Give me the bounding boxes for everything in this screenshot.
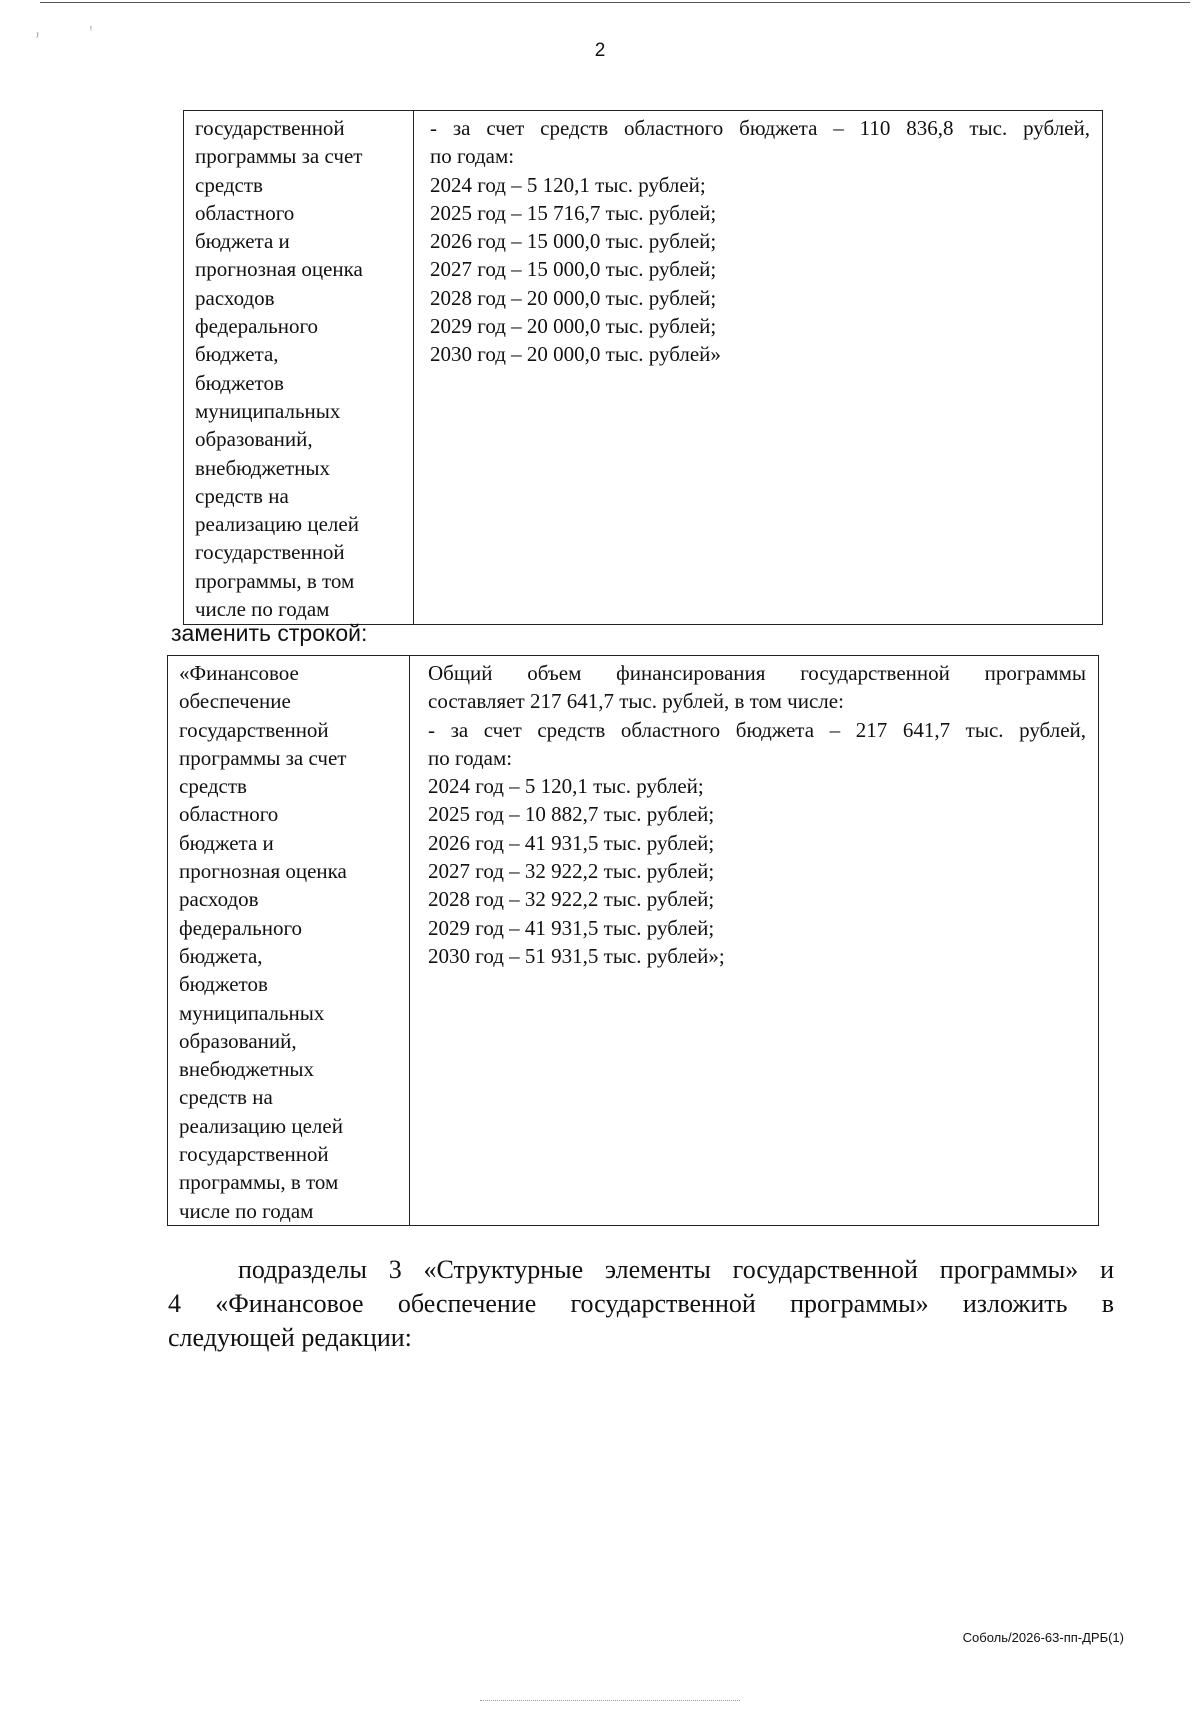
label-line: бюджетов [179, 972, 268, 997]
scan-bottom-edge [480, 1700, 740, 1701]
closing-line: подразделы 3 «Структурные элементы государственной программы» и [238, 1255, 1114, 1284]
value-line: 2024 год – 5 120,1 тыс. рублей; [428, 774, 704, 799]
label-line: программы за счет [179, 745, 347, 770]
label-line: прогнозная оценка [195, 257, 363, 282]
label-line: государственной [195, 540, 345, 565]
scan-top-edge [40, 2, 1190, 3]
label-line: средств [179, 774, 247, 799]
label-line: бюджета, [195, 342, 279, 367]
label-line: областного [195, 200, 295, 225]
document-code: Соболь/2026-63-пп-ДРБ(1) [962, 1630, 1124, 1645]
label-line: «Финансовое [179, 661, 299, 685]
label-line: реализацию целей [179, 1113, 343, 1138]
label-line: муниципальных [179, 1000, 325, 1025]
value-line: 2030 год – 20 000,0 тыс. рублей» [430, 342, 721, 367]
closing-line: следующей редакции: [168, 1323, 412, 1352]
label-line: программы за счет [195, 144, 363, 169]
label-line: числе по годам [195, 597, 330, 622]
value-line: 2027 год – 15 000,0 тыс. рублей; [430, 257, 717, 282]
value-line: по годам: [428, 745, 513, 770]
scan-artifact: ᵎ [90, 22, 92, 36]
label-line: внебюджетных [179, 1057, 315, 1082]
label-line: бюджета и [195, 229, 290, 254]
closing-paragraph [168, 1253, 1114, 1355]
label-line: программы, в том [195, 568, 355, 593]
table-row [184, 111, 1103, 625]
new-financing-table [167, 655, 1099, 1226]
value-line: 2029 год – 41 931,5 тыс. рублей; [428, 915, 715, 940]
label-line: средств на [179, 1085, 273, 1110]
label-line: средств [195, 172, 263, 197]
label-line: государственной [195, 116, 345, 140]
value-line: 2029 год – 20 000,0 тыс. рублей; [430, 314, 717, 339]
row-value-cell [410, 656, 1099, 1226]
value-line: - за счет средств областного бюджета – 217 641,7 тыс. рублей, [428, 717, 1086, 742]
table-row [168, 656, 1099, 1226]
row-label-cell [184, 111, 414, 625]
label-line: образований, [195, 427, 313, 452]
label-line: расходов [179, 887, 259, 912]
label-line: государственной [179, 1142, 329, 1167]
label-line: средств на [195, 483, 289, 508]
value-line: 2026 год – 15 000,0 тыс. рублей; [430, 229, 717, 254]
value-line: 2025 год – 15 716,7 тыс. рублей; [430, 200, 717, 225]
value-line: 2025 год – 10 882,7 тыс. рублей; [428, 802, 715, 827]
label-line: муниципальных [195, 398, 341, 423]
label-line: программы, в том [179, 1170, 339, 1195]
value-line: 2028 год – 32 922,2 тыс. рублей; [428, 887, 715, 912]
label-line: государственной [179, 717, 329, 742]
scan-artifact: ᴶ [36, 30, 39, 44]
label-line: бюджетов [195, 370, 284, 395]
label-line: федерального [179, 915, 303, 940]
label-line: бюджета и [179, 830, 274, 855]
label-line: прогнозная оценка [179, 859, 347, 884]
row-label-cell [168, 656, 410, 1226]
label-line: областного [179, 802, 279, 827]
label-line: федерального [195, 314, 319, 339]
value-line: 2026 год – 41 931,5 тыс. рублей; [428, 830, 715, 855]
label-line: обеспечение [179, 689, 291, 714]
replace-instruction: заменить строкой: [171, 620, 368, 646]
value-line: - за счет средств областного бюджета – 110 836,8 тыс. рублей, [430, 116, 1090, 140]
value-line: 2024 год – 5 120,1 тыс. рублей; [430, 172, 706, 197]
label-line: внебюджетных [195, 455, 331, 480]
label-line: расходов [195, 285, 275, 310]
label-line: бюджета, [179, 943, 263, 968]
row-value-cell [414, 111, 1103, 625]
old-financing-table [183, 110, 1103, 625]
value-line: по годам: [430, 144, 515, 169]
value-line: 2030 год – 51 931,5 тыс. рублей»; [428, 943, 725, 968]
label-line: числе по годам [179, 1198, 314, 1223]
label-line: реализацию целей [195, 512, 359, 537]
value-line: 2027 год – 32 922,2 тыс. рублей; [428, 859, 715, 884]
value-line: Общий объем финансирования государственной программы [428, 661, 1086, 685]
closing-line: 4 «Финансовое обеспечение государственной программы» изложить в [168, 1289, 1114, 1318]
value-line: составляет 217 641,7 тыс. рублей, в том числе: [428, 689, 844, 714]
label-line: образований, [179, 1028, 297, 1053]
page-number: 2 [594, 40, 606, 61]
value-line: 2028 год – 20 000,0 тыс. рублей; [430, 285, 717, 310]
